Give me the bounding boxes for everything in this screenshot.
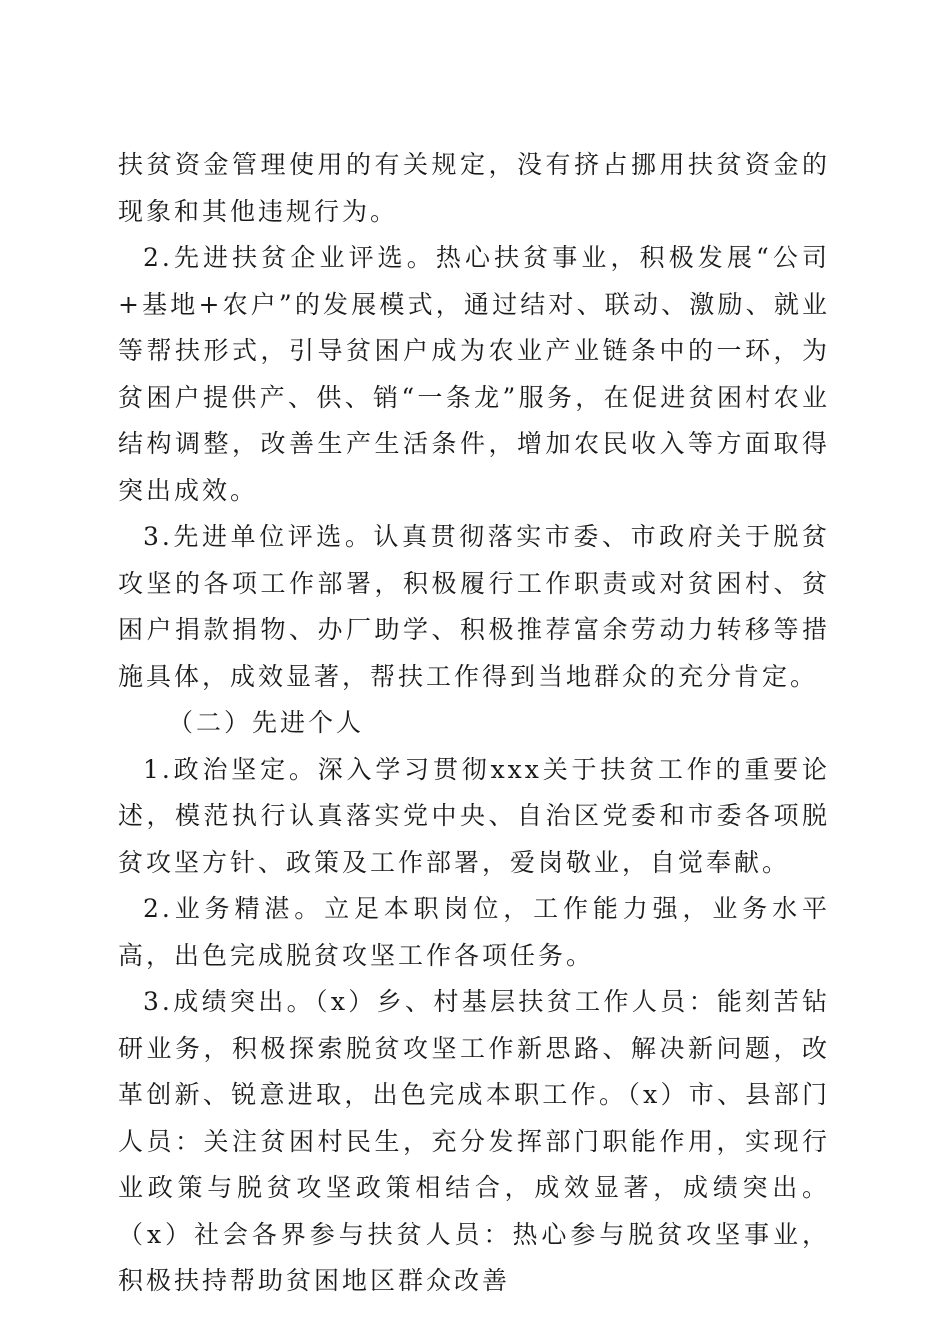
section-heading-individuals: （二）先进个人 [168,708,365,737]
paragraph-professional: 2.业务精湛。立足本职岗位，工作能力强，业务水平高，出色完成脱贫攻坚工作各项任务。 [118,894,830,970]
paragraph-continuation: 扶贫资金管理使用的有关规定，没有挤占挪用扶贫资金的现象和其他违规行为。 [118,150,830,226]
paragraph-enterprise-selection: 2.先进扶贫企业评选。热心扶贫事业，积极发展“公司+基地+农户”的发展模式，通过结对、联动、激励、就业等帮扶形式，引导贫困户成为农业产业链条中的一环，为贫困户提供产、供、销“一条龙”服务，在促进贫困村农业结构调整，改善生产生活条件，增加农民收入等方面取得突出成效。 [118,243,830,505]
paragraph-unit-selection: 3.先进单位评选。认真贯彻落实市委、市政府关于脱贫攻坚的各项工作部署，积极履行工作职责或对贫困村、贫困户捐款捐物、办厂助学、积极推荐富余劳动力转移等措施具体，成效显著，帮扶工作得到当地群众的充分肯定。 [118,522,830,691]
paragraph-achievement: 3.成绩突出。（x）乡、村基层扶贫工作人员：能刻苦钻研业务，积极探索脱贫攻坚工作新思路、解决新问题，改革创新、锐意进取，出色完成本职工作。（x）市、县部门人员：关注贫困村民生，充分发挥部门职能作用，实现行业政策与脱贫攻坚政策相结合，成效显著，成绩突出。（x）社会各界参与扶贫人员：热心参与脱贫攻坚事业，积极扶持帮助贫困地区群众改善 [118,987,830,1295]
document-body [118,142,830,1305]
paragraph-political: 1.政治坚定。深入学习贯彻xxx关于扶贫工作的重要论述，模范执行认真落实党中央、自治区党委和市委各项脱贫攻坚方针、政策及工作部署，爱岗敬业，自觉奉献。 [118,754,830,877]
